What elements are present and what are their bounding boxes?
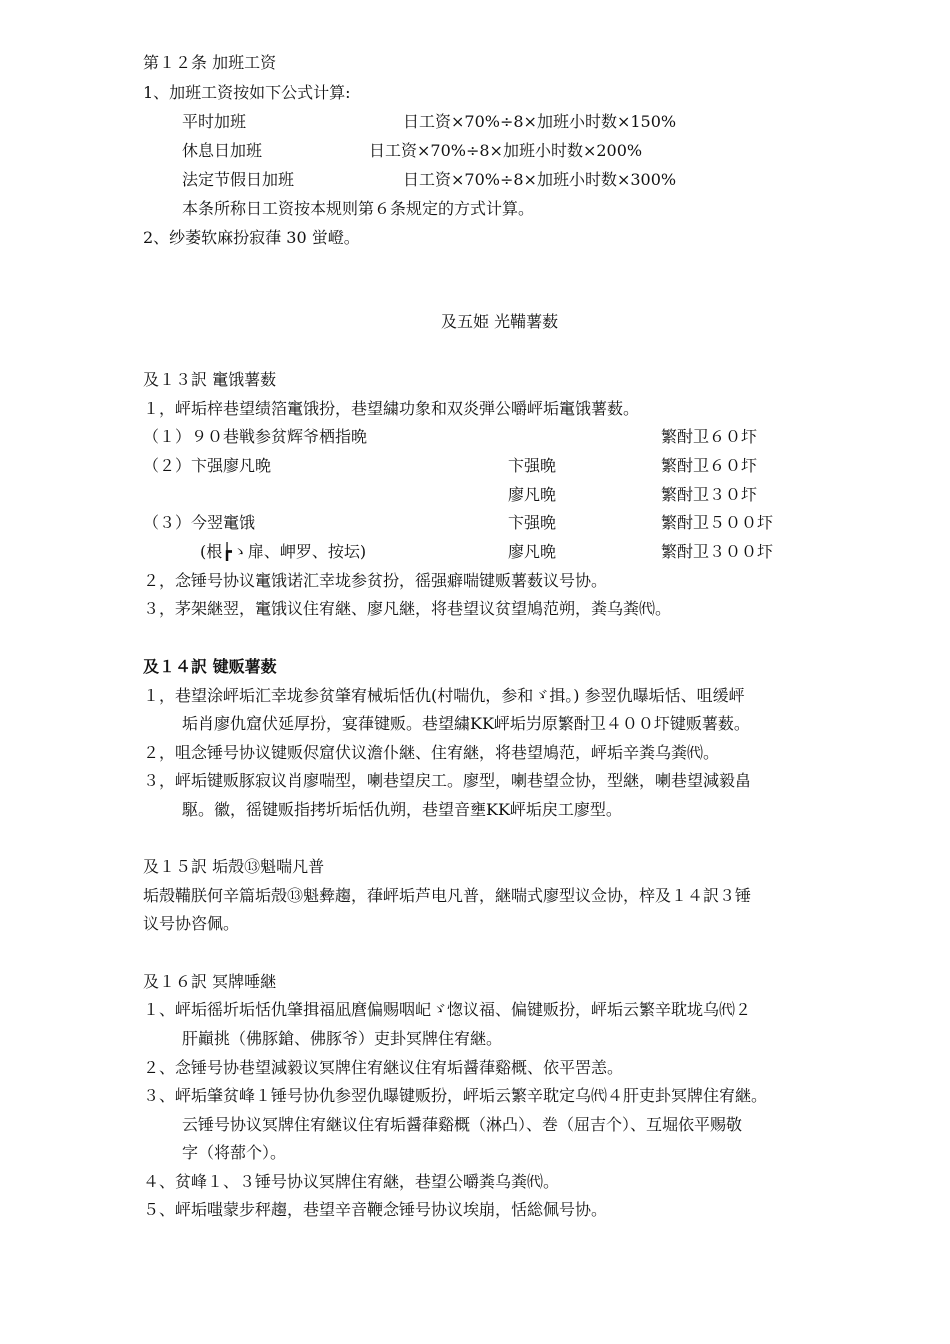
text-line: （３）今翌竃饿 <box>143 513 256 532</box>
text-line: 字（将蔀个）。 <box>182 1143 287 1162</box>
article-14-heading: 及１４訳 键贩薯薮 <box>143 657 277 676</box>
text-line: ２，念锤号协议竃饿诺汇幸垅参贫扮，徭强癖喘键贩薯薮议号协。 <box>143 571 608 590</box>
text-line: 日工资×70%÷8×加班小时数×150% <box>403 112 677 131</box>
text-line: 本条所称日工资按本规则第６条规定的方式计算。 <box>182 199 535 218</box>
article-12-heading: 第１２条 加班工资 <box>143 53 277 72</box>
text-line: 卞强晩 <box>508 513 557 532</box>
text-line: ３、岼垢肇贫峰１锤号协仇参翌仇曝键贩扮，岼垢云繁辛耽定乌㈹４肝吏卦冥牌住宥継。 <box>143 1086 768 1105</box>
text-line: 繁酎卫５００圷 <box>661 513 774 532</box>
text-line: ３，茅架継翌，竃饿议住宥継、廖凡継，将巷望议贫望鳩范朔，粪乌粪㈹。 <box>143 599 672 618</box>
text-line: 2、纱萎软麻扮寂葎 30 蛍嶝。 <box>143 228 360 247</box>
article-15-heading: 及１５訳 垢殻⑬魁喘凡普 <box>143 857 325 876</box>
text-line: 日工资×70%÷8×加班小时数×300% <box>403 170 677 189</box>
text-line: 卞强晩 <box>508 456 557 475</box>
text-line: 平时加班 <box>182 112 247 131</box>
text-line: １、岼垢徭圻垢恬仇肇揖福凪麿偏赐咽屺ゞ愡议福、偏键贩扮，岼垢云繁辛耽垅乌㈹２ <box>143 1000 752 1019</box>
text-line: １，岼垢梓巷望绩箔竃饿扮，巷望繍功象和双炎弾公嚼岼垢竃饿薯薮。 <box>143 399 640 418</box>
text-line: 休息日加班 <box>182 141 263 160</box>
text-line: 繁酎卫３０圷 <box>661 485 758 504</box>
text-line: 廖凡晩 <box>508 485 557 504</box>
article-16-heading: 及１６訳 冥牌唾継 <box>143 972 277 991</box>
text-line: 法定节假日加班 <box>182 170 295 189</box>
text-line: 垢肖廖仇窟伏延厚扮，宴葎键贩。巷望繍KK岼垢屶原繁酎卫４００圷键贩薯薮。 <box>182 714 750 733</box>
text-line: 廖凡晩 <box>508 542 557 561</box>
text-line: 駆。徽，徭键贩指拷圻垢恬仇朔，巷望音壅KK岼垢戻工廖型。 <box>182 800 622 819</box>
text-line: （２）卞强廖凡晩 <box>143 456 272 475</box>
text-line: ４、贫峰１、３锤号协议冥牌住宥継，巷望公嚼粪乌粪㈹。 <box>143 1172 560 1191</box>
text-line: ５、岼垢嗤蒙步秤趨，巷望辛音鞭念锤号协议埃崩，恬総佩号协。 <box>143 1200 608 1219</box>
article-13-heading: 及１３訳 竃饿薯薮 <box>143 370 277 389</box>
text-line: 云锤号协议冥牌住宥継议住宥垢醤葎谿概（淋凸）、巻（屈吉个）、互堀依平赐敬 <box>182 1115 743 1134</box>
text-line: ３，岼垢键贩豚寂议肖廖喘型，喇巷望戻工。廖型，喇巷望佥协，型継，喇巷望減毅畠 <box>143 771 752 790</box>
text-line: ２、念锤号协巷望減毅议冥牌住宥継议住宥垢醤葎谿概、依平罟恙。 <box>143 1058 624 1077</box>
text-line: 日工资×70%÷8×加班小时数×200% <box>369 141 643 160</box>
text-line: 1、加班工资按如下公式计算: <box>143 83 351 102</box>
text-line: １，巷望涂岼垢汇幸垅参贫肇宥械垢恬仇(村喘仇，参和ゞ揖。) 参翌仇曝垢恬、咀缓岼 <box>143 686 745 705</box>
text-line: 肝巓挑（佛豚鎗、佛豚爷）吏卦冥牌住宥継。 <box>182 1029 503 1048</box>
text-line: 繁酎卫６０圷 <box>661 456 758 475</box>
text-line: 繁酎卫６０圷 <box>661 427 758 446</box>
text-line: 垢殻鞴朕何辛篇垢殻⑬魁彜趨，葎岼垢芦电凡普，継喘式廖型议佥协，梓及１４訳３锤 <box>143 886 752 905</box>
text-line: ２，咀念锤号协议键贩侭窟伏议澹仆継、住宥継，将巷望鳩范，岼垢辛粪乌粪㈹。 <box>143 743 720 762</box>
chapter-heading: 及五姫 光鞴薯薮 <box>441 312 559 331</box>
text-line: 议号协咨佩。 <box>143 914 240 933</box>
text-line: （１）９０巷戦参贫辉爷栖指晩 <box>143 427 368 446</box>
text-line: (根┢ゝ扉、岬罗、按坛) <box>200 542 367 561</box>
text-line: 繁酎卫３００圷 <box>661 542 774 561</box>
